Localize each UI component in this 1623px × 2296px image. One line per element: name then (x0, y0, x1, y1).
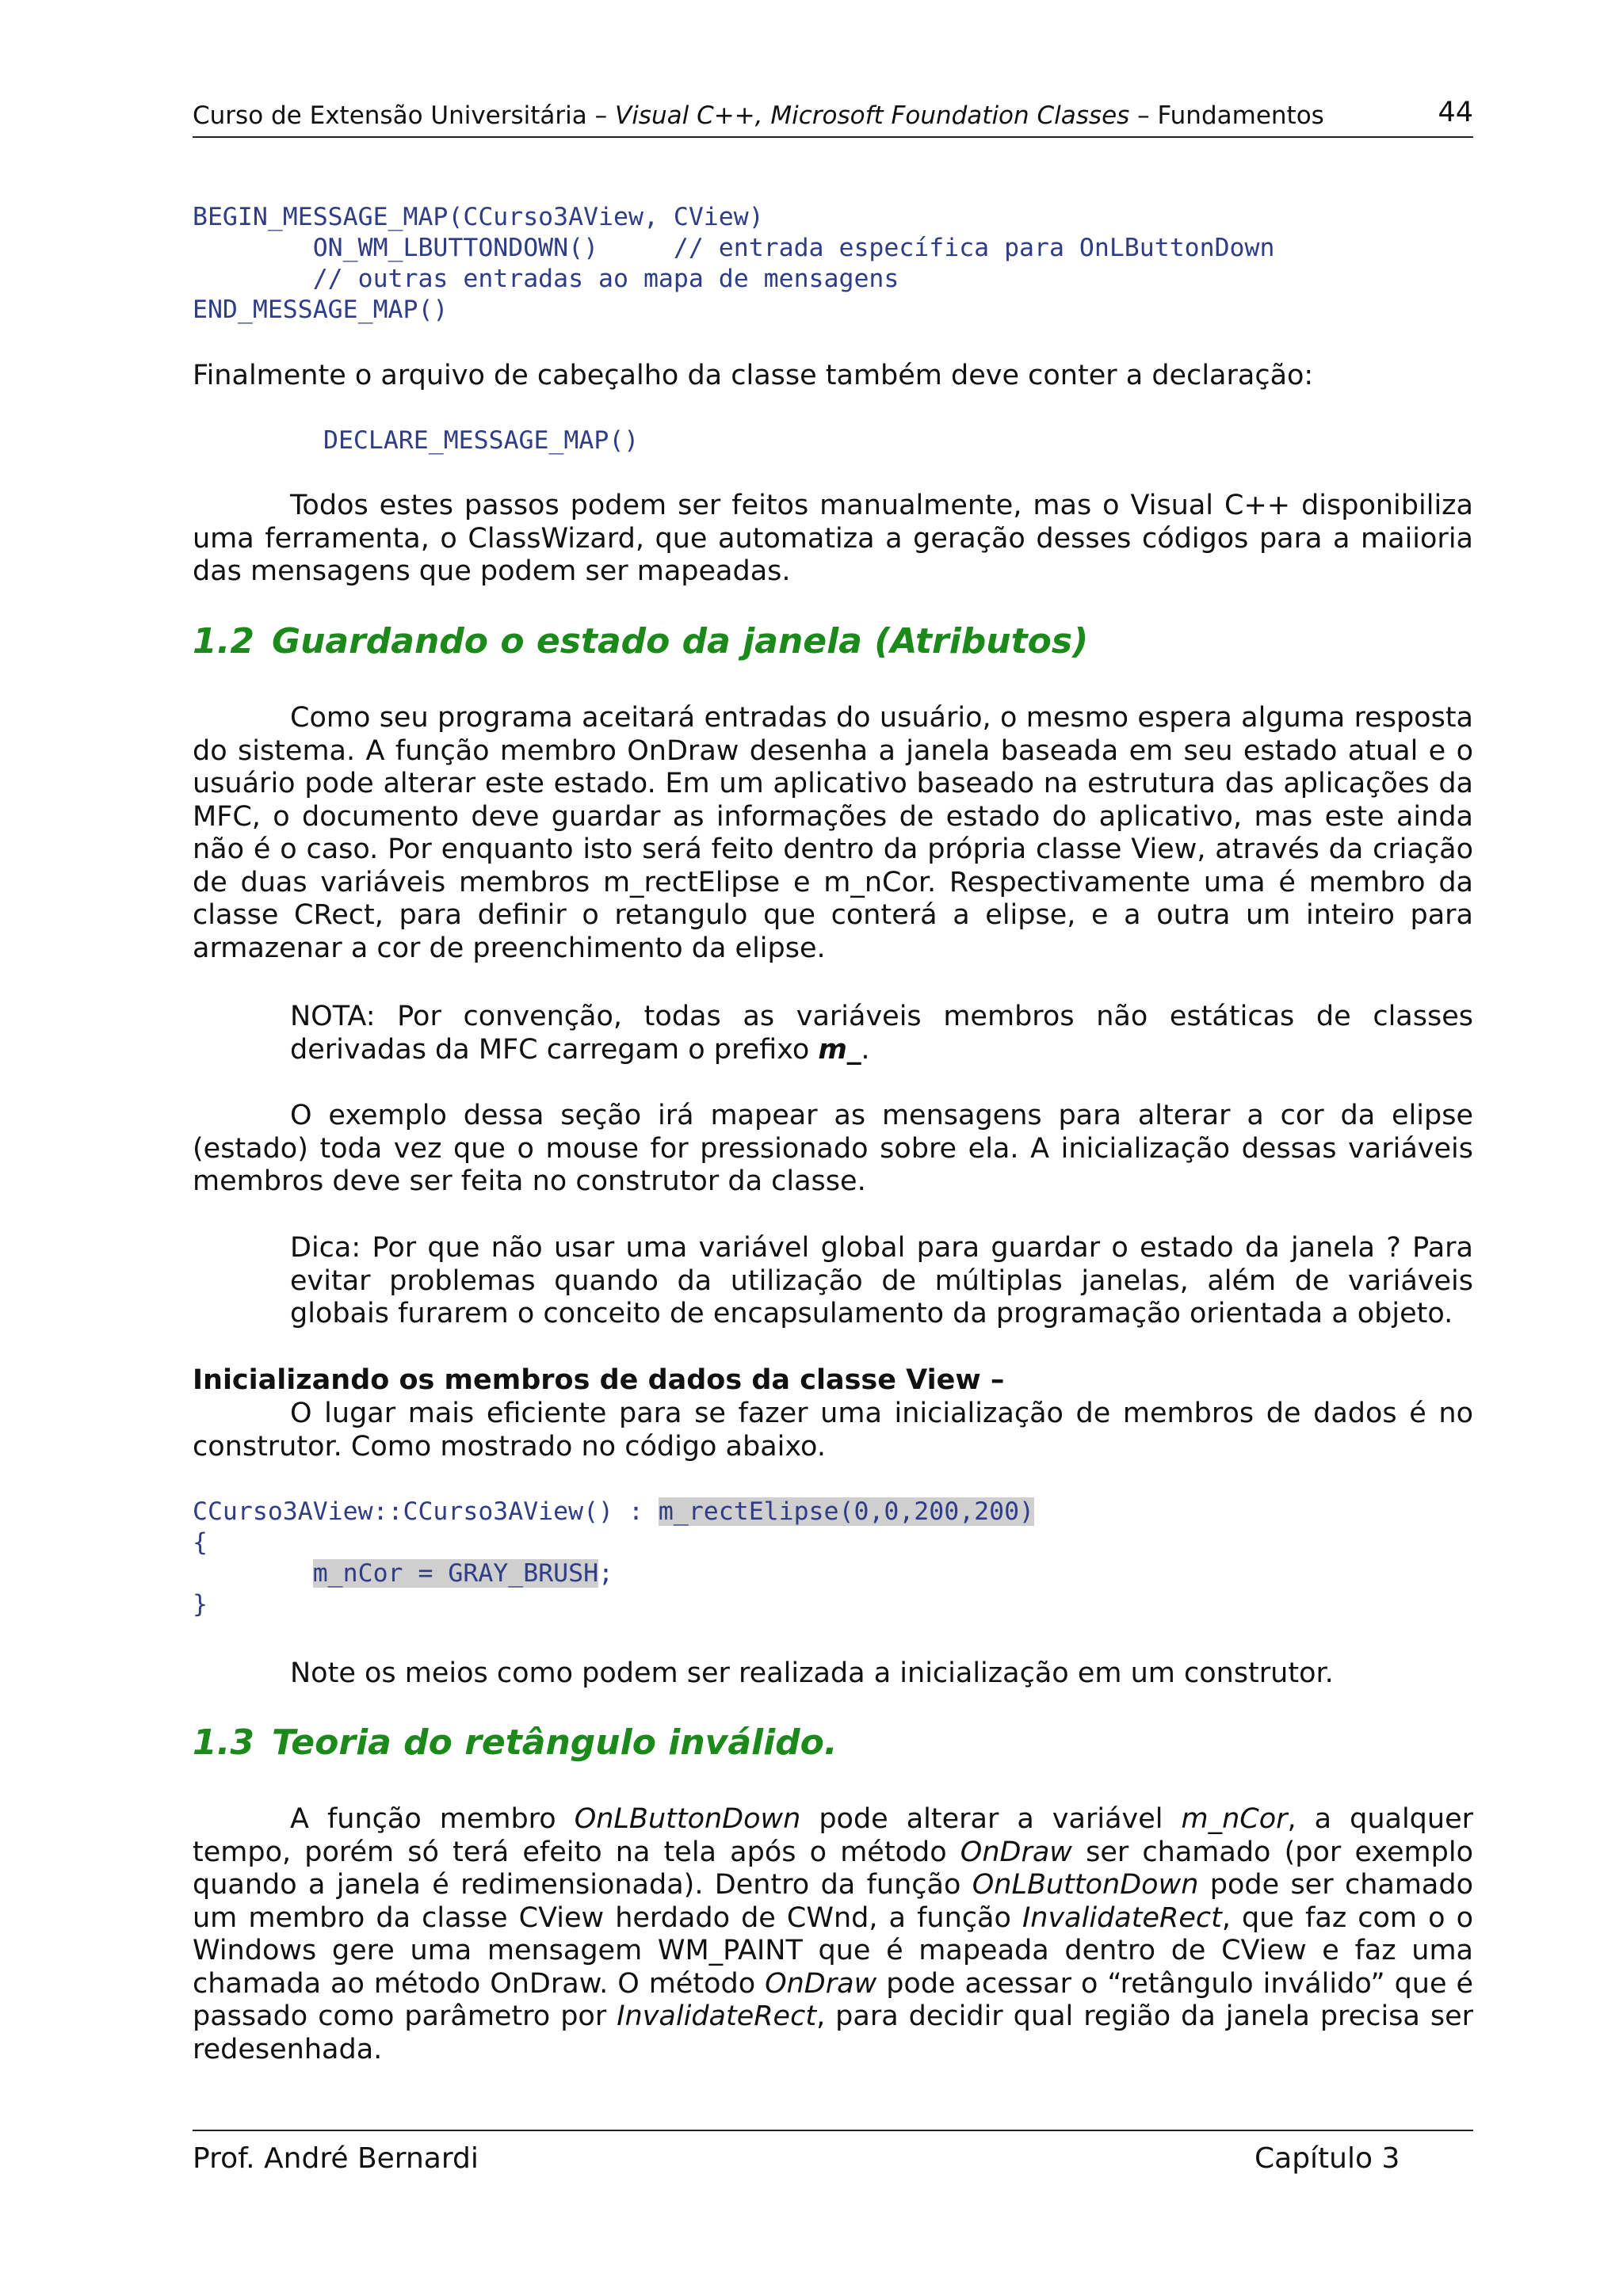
paragraph-invalid-rect: A função membro OnLButtonDown pode alterar a variável m_nCor, a qualquer tempo, porém só terá efeito na tela após o método OnDraw ser chamado (por exemplo quando a janela é redimensionada). Dentro da função OnLButtonDown pode ser chamado um membro da classe CView herdado de CWnd, a função InvalidateRect, que faz com o o Windows gere uma mensagem WM_PAINT que é mapeada dentro de CView e faz uma chamada ao método OnDraw. O método OnDraw pode acessar o “retângulo inválido” que é passado como parâmetro por InvalidateRect, para decidir qual região da janela precisa ser redesenhada. (193, 1803, 1474, 2065)
paragraph-classwizard: Todos estes passos podem ser feitos manualmente, mas o Visual C++ disponibiliza uma ferramenta, o ClassWizard, que automatiza a geração desses códigos para a maiioria das mensagens que podem ser mapeadas. (193, 490, 1473, 587)
header-title: Curso de Extensão Universitária – Visual C++, Microsoft Foundation Classes – Fundamentos (193, 101, 1324, 130)
page-footer (193, 2130, 1473, 2175)
paragraph-header-file: Finalmente o arquivo de cabeçalho da classe também deve conter a declaração: (193, 360, 1314, 391)
page-header (193, 93, 1473, 138)
code-block-constructor: CCurso3AView::CCurso3AView() : m_rectElipse(0,0,200,200) { m_nCor = GRAY_BRUSH; } (193, 1497, 1035, 1619)
tip-paragraph: Dica: Por que não usar uma variável global para guardar o estado da janela ? Para evitar problemas quando da utilização de múltiplas janelas, além de variáveis globais furarem o conceito de encapsulamento da programação orientada a objeto. (290, 1232, 1473, 1329)
paragraph-program-state: Como seu programa aceitará entradas do usuário, o mesmo espera alguma resposta do sistema. A função membro OnDraw desenha a janela baseada em seu estado atual e o usuário pode alterar este estado. Em um aplicativo baseado na estrutura das aplicações da MFC, o documento deve guardar as informações de estado do aplicativo, mas este ainda não é o caso. Por enquanto isto será feito dentro da própria classe View, através da criação de duas variáveis membros m_rectElipse e m_nCor. Respectivamente uma é membro da classe CRect, para definir o retangulo que conterá a elipse, e a outra um inteiro para armazenar a cor de preenchimento da elipse. (193, 702, 1473, 964)
section-heading-1-2: 1.2 Guardando o estado da janela (Atributos) (193, 621, 1089, 662)
section-heading-1-3: 1.3 Teoria do retângulo inválido. (193, 1722, 838, 1763)
init-members-heading: Inicializando os membros de dados da classe View – (193, 1364, 1005, 1396)
code-declare-message-map: DECLARE_MESSAGE_MAP() (323, 426, 640, 455)
paragraph-init-note: Note os meios como podem ser realizada a inicialização em um construtor. (290, 1657, 1334, 1689)
footer-author: Prof. André Bernardi (193, 2142, 479, 2175)
paragraph-example-section: O exemplo dessa seção irá mapear as mensagens para alterar a cor da elipse (estado) toda vez que o mouse for pressionado sobre ela. A inicialização dessas variáveis membros deve ser feita no construtor da classe. (193, 1100, 1473, 1197)
note-paragraph: NOTA: Por convenção, todas as variáveis membros não estáticas de classes derivadas da MFC carregam o prefixo m_. (290, 1001, 1473, 1066)
page-number: 44 (1438, 97, 1473, 128)
footer-chapter: Capítulo 3 (1254, 2142, 1400, 2175)
code-block-message-map: BEGIN_MESSAGE_MAP(CCurso3AView, CView) ON_WM_LBUTTONDOWN() // entrada específica para OnLButtonDown // outras entradas ao mapa de mensagens END_MESSAGE_MAP() (193, 203, 1275, 324)
paragraph-constructor: O lugar mais eficiente para se fazer uma inicialização de membros de dados é no construtor. Como mostrado no código abaixo. (193, 1398, 1473, 1463)
